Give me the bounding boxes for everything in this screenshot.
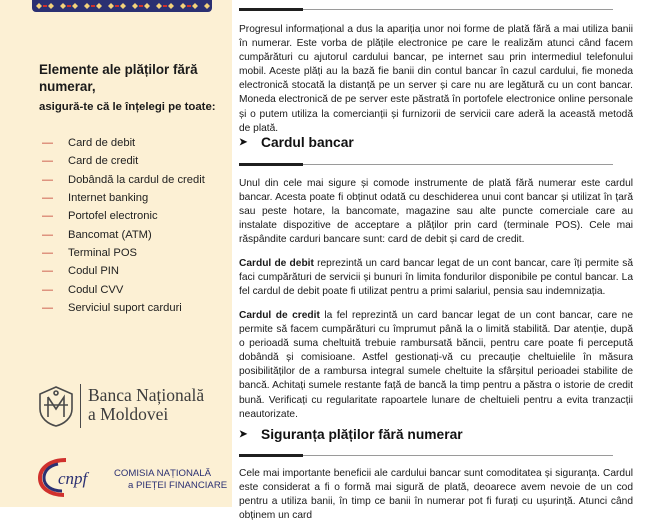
- debit-paragraph: [239, 257, 633, 299]
- section-rule: [239, 163, 303, 166]
- cnpf-emblem-icon: [36, 454, 108, 498]
- section-heading-safety: [239, 427, 463, 442]
- dash-icon: —: [42, 155, 53, 168]
- arrow-bullet-icon: ➤: [239, 429, 248, 440]
- section-rule-thin: [303, 164, 613, 165]
- cnpf-name: COMISIA NAȚIONALĂ: [114, 468, 212, 479]
- card-paragraph: Unul din cele mai sigure și comode instrumente de plată fără numerar este cardul bancar. Acesta poate fi obținut odată cu deschiderea unui cont bancar și utilizat în țară sau peste hotare, la bancomate, magazine sau alte puncte comerciale care au instalate dispozitive de acceptare a plăților prin card (terminale POS). Cele mai răspândite carduri bancare sunt: card de debit și card de credit.: [239, 178, 633, 246]
- section-heading-card: [239, 135, 354, 150]
- cnpf-name-2: a PIEȚEI FINANCIARE: [128, 480, 228, 491]
- list-item: — Portofel electronic: [42, 210, 158, 223]
- section-rule: [239, 454, 303, 457]
- list-item: — Card de credit: [42, 155, 139, 168]
- dash-icon: —: [42, 246, 53, 259]
- list-item: — Terminal POS: [42, 246, 138, 259]
- list-item: — Serviciul suport carduri: [42, 301, 182, 314]
- dash-icon: —: [42, 192, 53, 205]
- list-item: — Card de debit: [42, 137, 136, 150]
- sidebar-title: Elemente ale plăților fără numerar,: [39, 62, 198, 94]
- arrow-bullet-icon: ➤: [239, 137, 248, 148]
- list-item: — Codul PIN: [42, 265, 119, 278]
- cnpf-mark: cnpf: [58, 469, 88, 488]
- dash-icon: —: [42, 173, 53, 186]
- list-item: — Codul CVV: [42, 283, 124, 296]
- ornament-pattern-icon: [32, 3, 212, 9]
- ornament-banner: [32, 0, 212, 12]
- list-item: — Bancomat (ATM): [42, 228, 152, 241]
- list-item: — Internet banking: [42, 192, 149, 205]
- credit-paragraph: [239, 309, 633, 422]
- bnm-emblem-icon: [36, 385, 76, 427]
- bnm-divider: [80, 384, 81, 428]
- bnm-name: Banca Națională: [88, 385, 205, 405]
- section-title: Siguranța plăților fără numerar: [261, 427, 463, 442]
- section-title: Cardul bancar: [261, 135, 354, 150]
- top-rule: [239, 8, 303, 11]
- dash-icon: —: [42, 210, 53, 223]
- elements-list: [42, 134, 205, 317]
- sidebar-subtitle: asigură-te că le înțelegi pe toate:: [39, 101, 216, 113]
- sidebar: [0, 0, 232, 507]
- bnm-logo: [36, 382, 226, 430]
- safety-paragraph: Cele mai importante beneficii ale cardului bancar sunt comoditatea și siguranța. Cardul este considerat a fi o formă mai sigură de plată, deoarece avem nevoie de un cod pentru a utiliza banii, în timp ce banii în numerar pot fi furați cu ușurință. Atunci când obținem un card: [239, 468, 633, 522]
- debit-term: Cardul de debit: [239, 258, 314, 269]
- section-rule-thin: [303, 455, 613, 456]
- debit-text: reprezintă un card bancar legat de un cont bancar, care îți permite să faci cumpărături de servicii și bunuri în limita fondurilor disponibile pe contul bancar. La fel cardul de debit poate fi utilizat pentru a primi salariul, pensia sau indemnizația.: [239, 258, 633, 298]
- intro-paragraph: Progresul informațional a dus la apariția unor noi forme de plată fără a mai utiliza banii în numerar. Este vorba de plățile electronice pe care le realizăm atunci când facem cumpărături cu ajutorul cardului bancar, pe internet sau prin intermediul telefonului mobil. Aceste plăți au la bază fie banii din contul bancar în cazul cardului, fie moneda electronică stocată la distanță pe un server și care nu are legătură cu un cont bancar. Moneda electronică de pe server este păstrată în portofele electronice online personale și o putem utiliza la comercianții și furnizorii de servicii care aderă la această metodă de plată.: [239, 24, 633, 134]
- dash-icon: —: [42, 301, 53, 314]
- credit-text: la fel reprezintă un card bancar legat de un cont bancar, care ne permite să facem cumpărături cu împrumut până la o limită stabilită. Dar atenție, după o perioadă suma cheltuită trebuie rambursată băncii, pentru care poate fi percepută dobândă și comisioane. Astfel gestionați-vă cu precauție cheltuielile în măsura posibilităților de a rambursa integral sumele cheltuite la sfârșitul perioadei stabilite de bancă. Achitați sumele restante față de bancă la timp pentru a păstra o istorie de credit bună. Verificați cu regularitate rapoartele lunare de cheltuieli pentru a evita tranzacții neautorizate.: [239, 310, 633, 420]
- dash-icon: —: [42, 137, 53, 150]
- dash-icon: —: [42, 265, 53, 278]
- list-item: — Dobândă la cardul de credit: [42, 173, 205, 186]
- dash-icon: —: [42, 283, 53, 296]
- dash-icon: —: [42, 228, 53, 241]
- top-rule-thin: [303, 9, 613, 10]
- cnpf-logo: [36, 452, 226, 500]
- credit-term: Cardul de credit: [239, 310, 320, 321]
- bnm-name-2: a Moldovei: [88, 404, 169, 424]
